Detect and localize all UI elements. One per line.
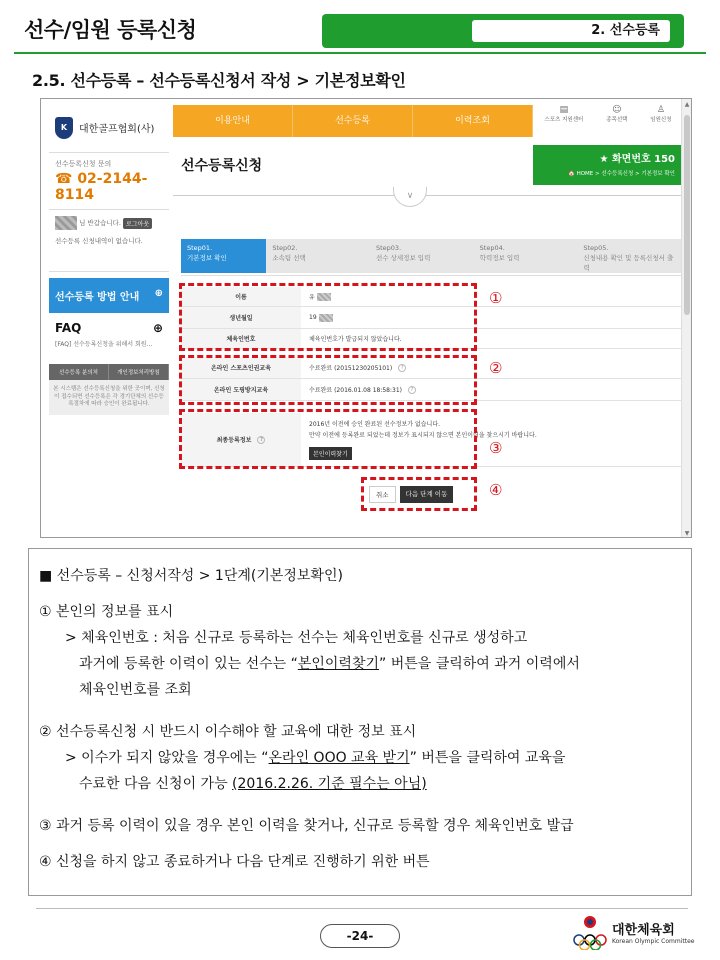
sport-select-link[interactable] [606,105,627,137]
value-edu-rights: 수료완료 (20151230205101) [309,365,393,372]
value-edu-doping: 수료완료 (2016.01.08 18:58:31) [309,387,402,394]
step-name: 소속팀 선택 [272,253,306,262]
text: ” 버튼을 클릭하여 과거 이력에서 [379,656,580,672]
value-birth: 19 [309,314,317,321]
koc-name: 대한체육회 [612,923,675,938]
callout-box-3 [179,409,477,469]
step-name: 신청내용 확인 및 등록신청서 출력 [583,253,674,272]
org-name: 대한골프협회(사) [79,124,155,135]
scrollbar-thumb[interactable] [684,115,690,315]
top-nav [173,105,533,137]
text: > 이수가 되지 않았을 경우에는 “ [65,750,269,766]
screen-number-box [533,145,683,185]
scroll-up-icon[interactable]: ▲ [684,101,690,108]
section-badge [322,14,684,48]
item-1-sub-3: 체육인번호를 조회 [79,682,192,698]
date-note: (2016.2.26. 기준 필수는 아님) [232,776,427,792]
phone-number: 02-2144-8114 [55,171,148,203]
callout-1: ① [489,289,503,307]
step-no: Step04. [479,244,505,252]
step-progress [181,239,681,273]
label-edu-rights: 온라인 스포츠인권교육 [181,357,301,378]
footer-divider [36,908,688,909]
koc-name-en: Korean Olympic Committee [612,938,695,945]
value-name: 유 [309,294,315,301]
user-box [49,210,169,272]
support-center-link[interactable] [544,105,583,137]
callout-box-2 [179,355,477,405]
scroll-down-icon[interactable]: ▼ [684,530,690,537]
document-icon: ▤ [559,105,569,115]
text: ” 버튼을 클릭하여 교육을 [409,750,566,766]
item-4: ④ 신청을 하지 않고 종료하거나 다음 단계로 진행하기 위한 버튼 [39,854,430,870]
step-no: Step02. [272,244,298,252]
content-divider [173,195,683,196]
step-no: Step01. [187,244,213,252]
help-icon[interactable]: ? [408,386,416,394]
koc-logo-block [572,914,695,950]
cancel-button[interactable]: 취소 [369,486,396,503]
callout-4: ④ [489,481,503,499]
step-name: 선수 상세정보 입력 [376,253,431,262]
step-2 [266,239,370,273]
main-page-title: 선수등록신청 [181,158,263,174]
sidebar-note: 본 시스템은 선수등록신청을 위한 곳이며, 신청이 접수되면 선수등록은 각 경기단체의 선수등록절차에 따라 승인이 완료됩니다. [49,380,169,415]
contact-phone: ☎ 02-2144-8114 [55,171,148,203]
embedded-screenshot [40,98,692,538]
person-icon: ♙ [656,105,665,115]
callout-3: ③ [489,439,503,457]
step-name: 기본정보 확인 [187,253,227,262]
page-header-title: 선수/임원 등록신청 [24,18,197,42]
label-registration-text: 최종등록정보 [216,437,252,444]
value-athlete-id: 체육인번호가 발급되지 않았습니다. [309,336,402,343]
find-history-button[interactable]: 본인이력찾기 [309,447,352,460]
plus-circle-icon[interactable]: ⊕ [152,321,163,335]
user-greeting: 님 반갑습니다. [79,219,121,227]
item-1-sub-2 [39,651,681,677]
step-1 [181,239,266,273]
step-name: 학력정보 입력 [479,253,520,262]
description-title: ■ 선수등록 – 신청서작성 > 1단계(기본정보확인) [39,568,343,584]
help-icon[interactable]: ? [398,364,406,372]
screen-number: ★ 화면번호 150 [599,154,675,165]
nav-item-history[interactable]: 이력조회 [413,105,533,137]
callout-box-1 [179,283,477,351]
item-2-sub-2 [39,771,681,797]
contact-box [49,153,169,210]
find-history-link: 본인이력찾기 [297,656,379,672]
sidebar [49,103,169,535]
item-3: ③ 과거 등록 이력이 있을 경우 본인 이력을 찾거나, 신규로 등록할 경우 체육인번호 발급 [39,818,574,834]
sidebar-tabs [49,364,169,380]
header-divider [14,52,706,54]
step-no: Step05. [583,244,609,252]
reg-line-1: 2016년 이전에 승인 완료된 선수정보가 없습니다. [309,421,441,428]
next-step-button[interactable]: 다음 단계 이동 [400,486,454,503]
tab-privacy[interactable]: 개인정보처리방침 [109,364,169,380]
guide-menu[interactable] [49,278,169,313]
kga-logo-icon: K [55,117,73,139]
item-1-sub-1: > 체육인번호 : 처음 신규로 등록하는 선수는 체육인번호를 신규로 생성하고 [65,630,528,646]
scrollbar[interactable] [681,99,691,538]
step-4 [474,239,578,273]
guide-label: 선수등록 방법 안내 [55,292,140,303]
faq-text[interactable]: [FAQ] 선수등록신청을 위해서 회원... [55,341,153,348]
chevron-down-icon[interactable]: ∨ [393,187,427,207]
section-badge-label: 2. 선수등록 [472,20,670,42]
breadcrumb: 🏠 HOME > 선수등록신청 > 기본정보 확인 [568,171,675,177]
officer-apply-link[interactable] [650,105,671,137]
item-2-sub-1 [39,745,681,771]
step-no: Step03. [376,244,402,252]
faq-box[interactable] [49,313,169,356]
page-number: -24- [320,924,400,948]
sport-select-label: 종목선택 [606,117,628,123]
label-birth: 생년월일 [181,307,301,328]
olympic-rings-icon [572,914,608,950]
item-1: ① 본인의 정보를 표시 [39,604,174,620]
label-edu-doping: 온라인 도핑방지교육 [181,379,301,400]
callout-2: ② [489,359,503,377]
step-3 [370,239,474,273]
description-box [28,548,692,896]
steps-divider [181,275,681,276]
nav-item-guide[interactable]: 이용안내 [173,105,293,137]
user-avatar [55,216,77,230]
step-5 [577,239,681,273]
nav-item-register[interactable]: 선수등록 [293,105,413,137]
callout-box-4 [361,477,477,511]
no-history-text: 선수등록 신청내역이 없습니다. [55,237,143,245]
text: 수료한 다음 신청이 가능 [79,776,233,792]
text: 과거에 등록한 이력이 있는 선수는 “ [79,656,298,672]
item-2: ② 선수등록신청 시 반드시 이수해야 할 교육에 대한 정보 표시 [39,724,417,740]
online-edu-link: 온라인 OOO 교육 받기 [268,750,410,766]
officer-apply-label: 임원신청 [650,117,672,123]
reg-line-2: 만약 이전에 등록완료 되었는데 정보가 표시되지 않으면 본인이력을 찾으시기 바랍니다. [309,432,537,439]
smile-icon: ☺ [612,105,622,115]
help-icon[interactable]: ? [257,436,265,444]
top-icon-links [533,105,683,137]
label-athlete-id: 체육인번호 [181,329,301,348]
plus-circle-icon: ⊕ [154,288,163,299]
support-center-label: 스포츠 지원센터 [544,117,584,123]
org-logo-row[interactable] [49,103,169,153]
logout-button[interactable]: 로그아웃 [123,218,152,229]
section-title: 2.5. 선수등록 – 선수등록신청서 작성 > 기본정보확인 [32,71,406,90]
faq-title: FAQ [55,321,82,335]
label-name: 이름 [181,287,301,306]
contact-label: 선수등록신청 문의 [55,160,112,168]
tab-contact[interactable]: 선수등록 분의처 [49,364,109,380]
